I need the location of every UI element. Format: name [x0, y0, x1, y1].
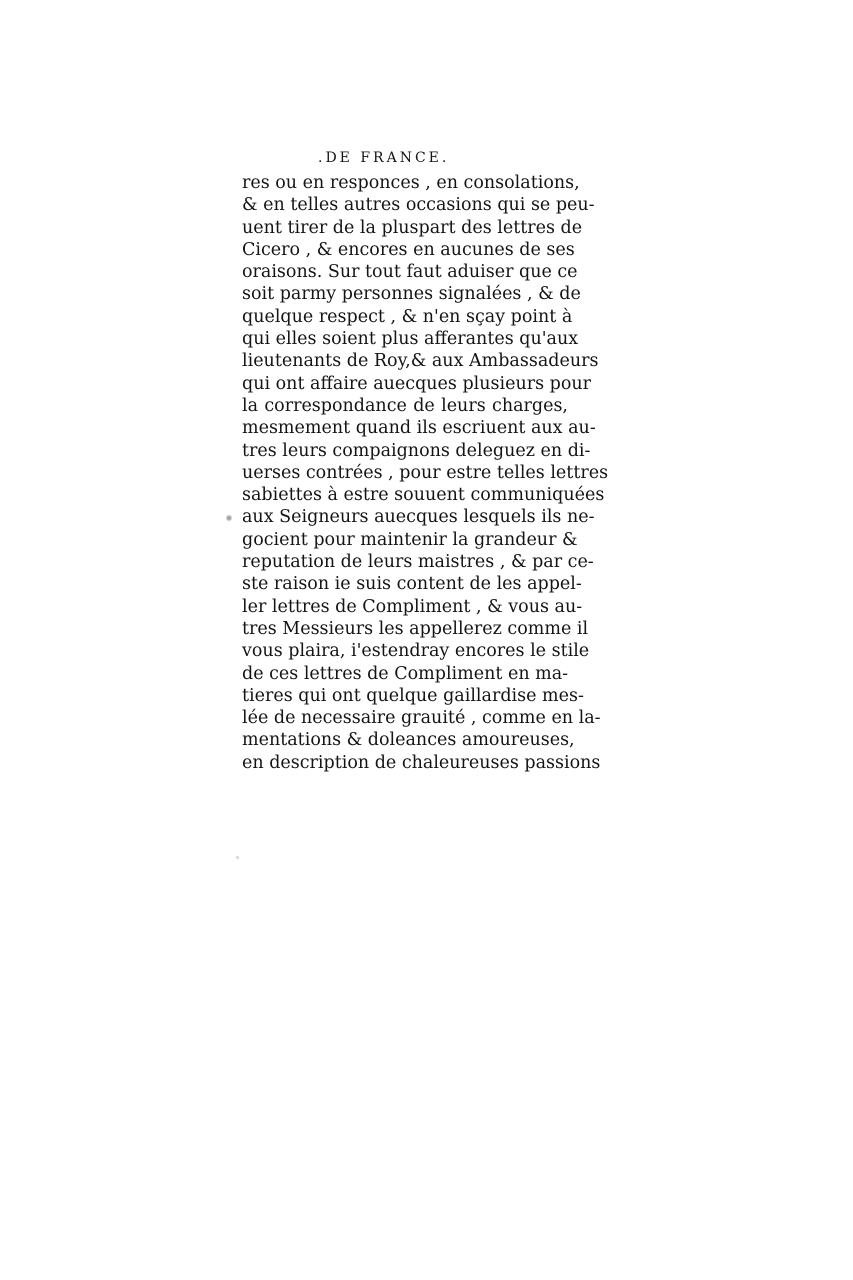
text-line: lieutenants de Roy,& aux Ambassadeurs: [242, 351, 599, 372]
text-line: Cicero , & encores en aucunes de ses: [242, 239, 575, 260]
running-head: .DE FRANCE.: [318, 150, 450, 166]
text-line: vous plaira, i'estendray encores le stile: [242, 641, 590, 662]
text-line: lée de necessaire grauité , comme en la-: [242, 708, 601, 729]
text-line: & en telles autres occasions qui se peu-: [242, 195, 595, 216]
body-text: [242, 172, 609, 774]
text-line: ste raison ie suis content de les appel-: [242, 574, 582, 595]
text-line: reputation de leurs maistres , & par ce-: [242, 552, 594, 573]
text-line: en description de chaleureuses passions: [242, 752, 601, 773]
text-line: uerses contrées , pour estre telles lettres: [242, 462, 609, 483]
text-line: tieres qui ont quelque gaillardise mes-: [242, 685, 584, 706]
ink-speck: [236, 856, 239, 859]
text-line: de ces lettres de Compliment en ma-: [242, 663, 569, 684]
text-line: qui elles soient plus afferantes qu'aux: [242, 329, 579, 350]
ink-speck: [226, 514, 232, 522]
text-line: qui ont affaire auecques plusieurs pour: [242, 373, 592, 394]
text-line: aux Seigneurs auecques lesquels ils ne-: [242, 507, 595, 528]
text-line: uent tirer de la pluspart des lettres de: [242, 217, 583, 238]
text-line: mentations & doleances amoureuses,: [242, 730, 575, 751]
text-line: tres Messieurs les appellerez comme il: [242, 618, 589, 639]
text-line: la correspondance de leurs charges,: [242, 395, 568, 416]
text-line: sabiettes à estre souuent communiquées: [242, 485, 605, 506]
text-line: res ou en responces , en consolations,: [242, 173, 580, 193]
text-line: tres leurs compaignons deleguez en di-: [242, 440, 591, 461]
text-line: ler lettres de Compliment , & vous au-: [242, 596, 583, 617]
text-line: quelque respect , & n'en sçay point à: [242, 306, 573, 327]
text-line: soit parmy personnes signalées , & de: [242, 284, 581, 305]
text-line: gocient pour maintenir la grandeur &: [242, 529, 578, 550]
text-line: mesmement quand ils escriuent aux au-: [242, 418, 596, 439]
text-line: oraisons. Sur tout faut aduiser que ce: [242, 262, 578, 283]
